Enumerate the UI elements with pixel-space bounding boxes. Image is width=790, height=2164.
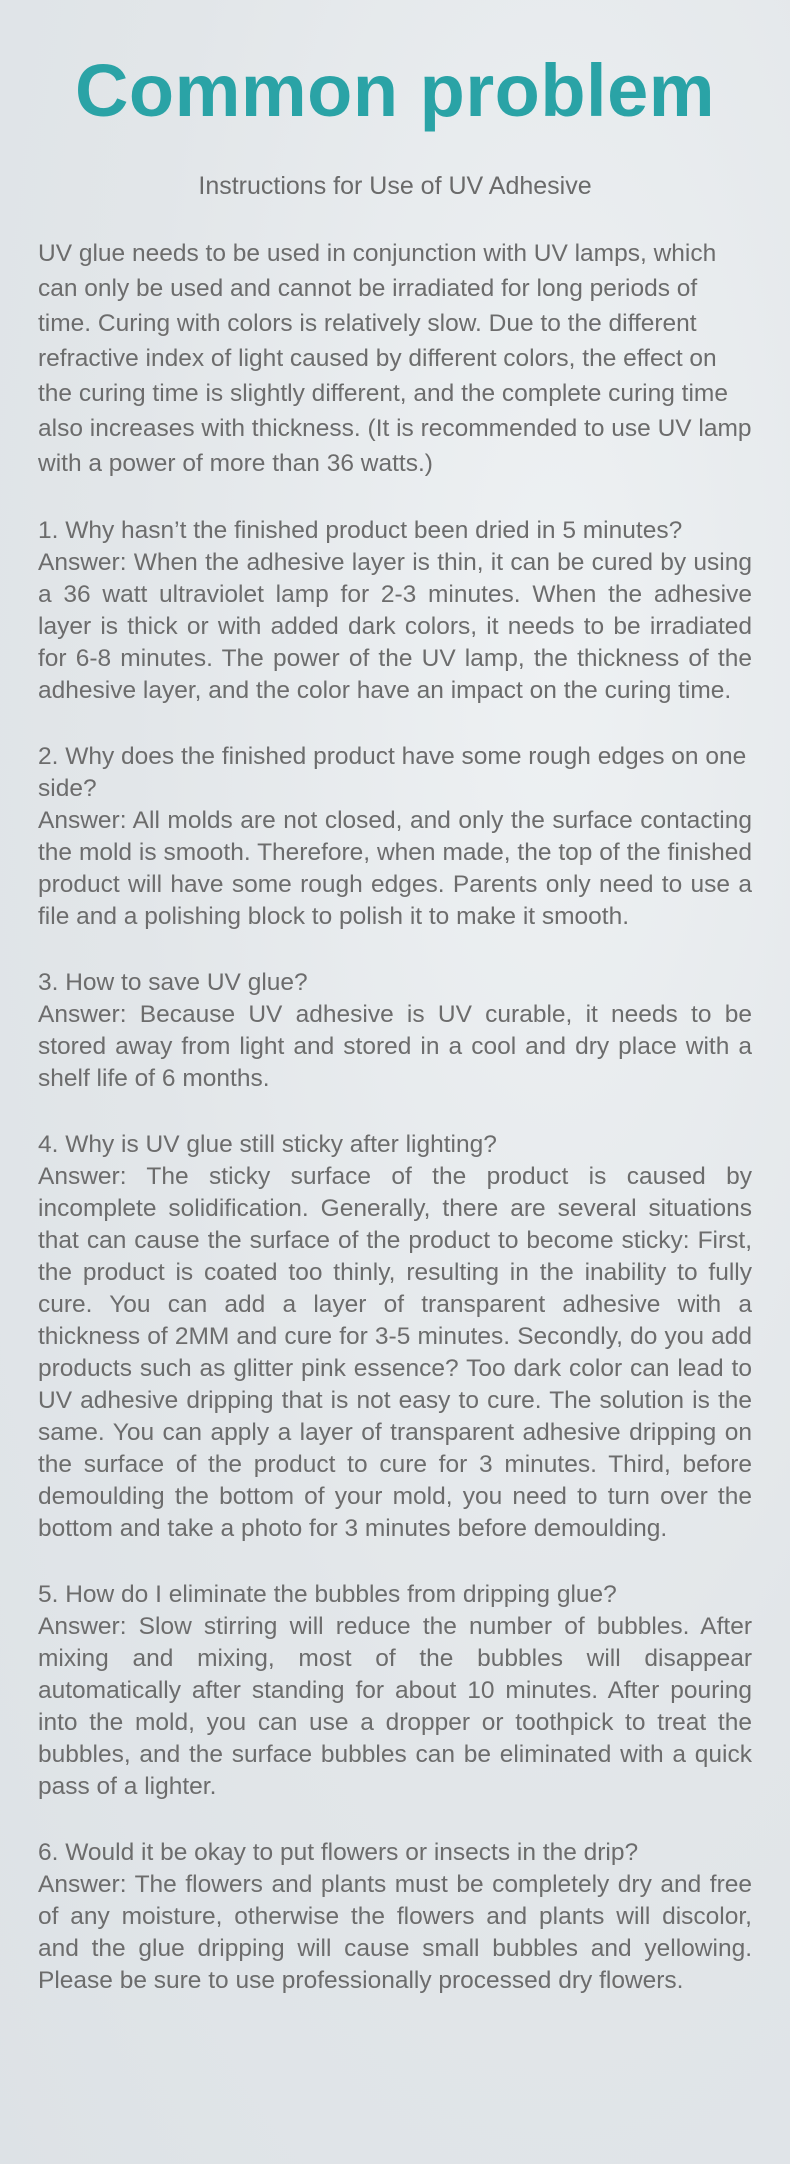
faq-question: 1. Why hasn’t the finished product been dried in 5 minutes?: [38, 517, 683, 544]
intro-paragraph: UV glue needs to be used in conjunction with UV lamps, which can only be used and cannot be irradiated for long periods of time. Curing with colors is relatively slow. Due to the different refractive index of light caused by different colors, the effect on the curing time is slightly different, and the complete curing time also increases with thickness. (It is recommended to use UV lamp with a power of more than 36 watts.): [38, 240, 752, 477]
faq-item-4: [38, 1129, 752, 1545]
faq-answer: Answer: The sticky surface of the product is caused by incomplete solidification. Generally, there are several situations that can cause the surface of the product to become sticky: First, the product is coated too thinly, resulting in the inability to fully cure. You can add a layer of transparent adhesive with a thickness of 2MM and cure for 3-5 minutes. Secondly, do you add products such as glitter pink essence? Too dark color can lead to UV adhesive dripping that is not easy to cure. The solution is the same. You can apply a layer of transparent adhesive dripping on the surface of the product to cure for 3 minutes. Third, before demoulding the bottom of your mold, you need to turn over the bottom and take a photo for 3 minutes before demoulding.: [38, 1163, 752, 1542]
faq-question: 2. Why does the finished product have some rough edges on one side?: [38, 743, 747, 802]
faq-item-1: [38, 515, 752, 707]
faq-question: 6. Would it be okay to put flowers or insects in the drip?: [38, 1839, 639, 1866]
faq-item-5: [38, 1579, 752, 1803]
faq-answer: Answer: All molds are not closed, and only the surface contacting the mold is smooth. Therefore, when made, the top of the finished product will have some rough edges. Parents only need to use a file and a polishing block to polish it to make it smooth.: [38, 807, 752, 930]
page-subtitle: Instructions for Use of UV Adhesive: [198, 172, 592, 200]
faq-item-6: [38, 1837, 752, 1997]
faq-answer: Answer: The flowers and plants must be completely dry and free of any moisture, otherwise the flowers and plants will discolor, and the glue dripping will cause small bubbles and yellowing. Please be sure to use professionally processed dry flowers.: [38, 1871, 752, 1994]
faq-question: 3. How to save UV glue?: [38, 969, 308, 996]
page-title: Common problem: [74, 49, 716, 132]
faq-item-3: [38, 967, 752, 1095]
faq-item-2: [38, 741, 752, 933]
faq-question: 4. Why is UV glue still sticky after lighting?: [38, 1131, 497, 1158]
faq-question: 5. How do I eliminate the bubbles from dripping glue?: [38, 1581, 617, 1608]
faq-answer: Answer: When the adhesive layer is thin, it can be cured by using a 36 watt ultraviolet lamp for 2-3 minutes. When the adhesive layer is thick or with added dark colors, it needs to be irradiated for 6-8 minutes. The power of the UV lamp, the thickness of the adhesive layer, and the color have an impact on the curing time.: [38, 549, 752, 704]
faq-answer: Answer: Slow stirring will reduce the number of bubbles. After mixing and mixing, most of the bubbles will disappear automatically after standing for about 10 minutes. After pouring into the mold, you can use a dropper or toothpick to treat the bubbles, and the surface bubbles can be eliminated with a quick pass of a lighter.: [38, 1613, 752, 1800]
faq-answer: Answer: Because UV adhesive is UV curable, it needs to be stored away from light and stored in a cool and dry place with a shelf life of 6 months.: [38, 1001, 752, 1092]
